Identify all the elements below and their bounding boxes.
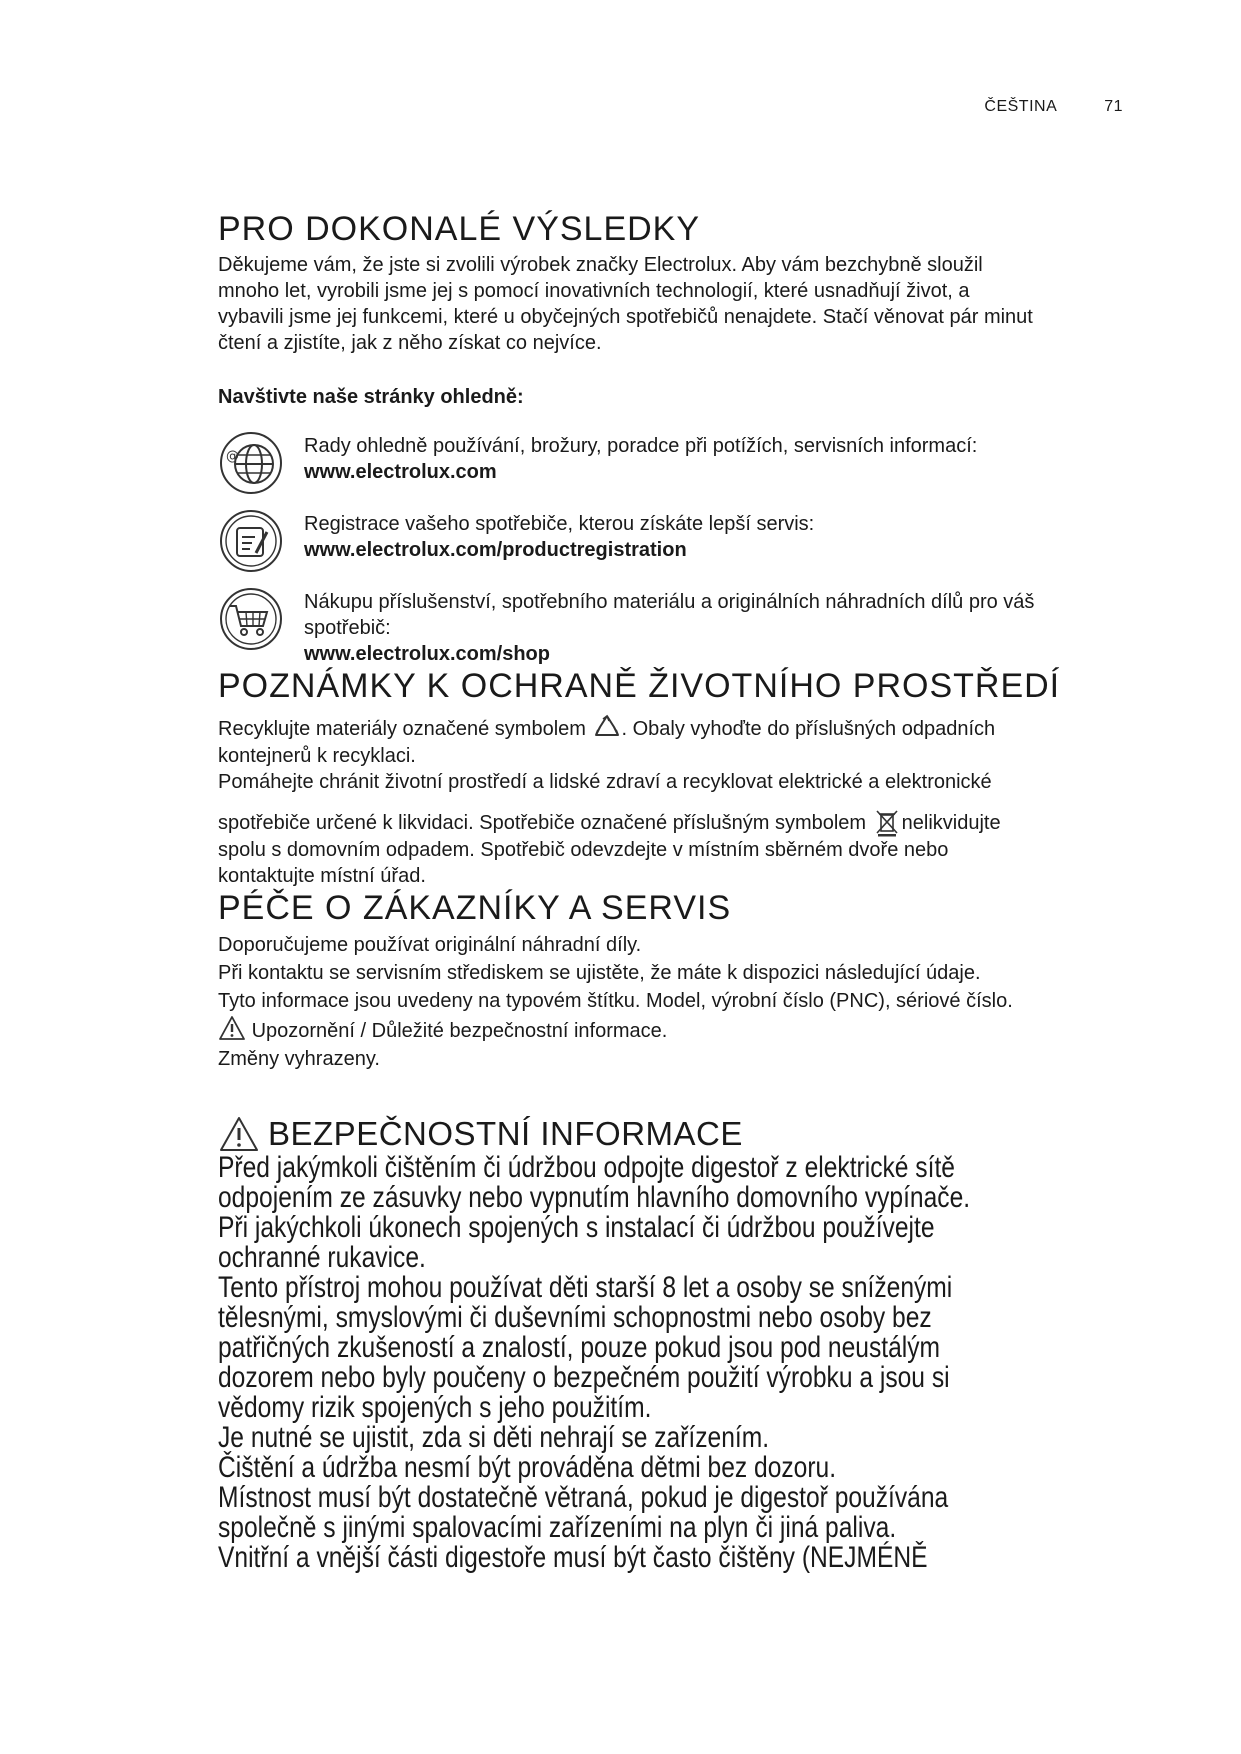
care-line: Tyto informace jsou uvedeny na typovém štítku. Model, výrobní číslo (PNC), sériové číslo. — [218, 990, 1013, 1012]
safety-line: Čištění a údržba nesmí být prováděna dětmi bez dozoru. — [218, 1451, 837, 1484]
safety-line: dozorem nebo byly poučeny o bezpečném použití výrobku a jsou si — [218, 1361, 950, 1394]
svg-text:@: @ — [226, 449, 239, 464]
running-header — [984, 98, 1123, 116]
env-line — [218, 807, 1138, 837]
safety-line: Je nutné se ujistit, zda si děti nehrají se zařízením. — [218, 1421, 770, 1454]
section-title-results: PRO DOKONALÉ VÝSLEDKY — [218, 210, 701, 248]
care-warning-text: Upozornění / Důležité bezpečnostní informace. — [251, 1020, 668, 1042]
safety-line: Vnitřní a vnější části digestoře musí být často čištěny (NEJMÉNĚ — [218, 1541, 928, 1574]
link-url-shop[interactable]: www.electrolux.com/shop — [304, 643, 550, 665]
link-text-registration — [304, 508, 1138, 563]
link-text-shop — [304, 586, 1138, 667]
section-title-care: PÉČE O ZÁKAZNÍKY A SERVIS — [218, 889, 732, 927]
env-text: Recyklujte materiály označené symbolem — [218, 718, 586, 740]
safety-line: tělesnými, smyslovými či duševními schopnostmi nebo osoby bez — [218, 1301, 932, 1334]
intro-line: Děkujeme vám, že jste si zvolili výrobek značky Electrolux. Aby vám bezchybně sloužil — [218, 254, 983, 276]
safety-title-text: BEZPEČNOSTNÍ INFORMACE — [268, 1115, 743, 1152]
safety-line: Při jakýchkoli úkonech spojených s instalací či údržbou používejte — [218, 1211, 935, 1244]
shopping-cart-icon — [218, 586, 284, 652]
link-description: Registrace vašeho spotřebiče, kterou získáte lepší servis: — [304, 513, 815, 535]
header-language: ČEŠTINA — [984, 98, 1058, 115]
safety-paragraph — [218, 1153, 1138, 1573]
page-number: 71 — [1104, 98, 1123, 115]
safety-line: společně s jinými spalovacími zařízeními na plyn či jiná paliva. — [218, 1511, 897, 1544]
warning-icon — [218, 1115, 260, 1153]
care-line: Při kontaktu se servisním střediskem se ujistěte, že máte k dispozici následující údaje. — [218, 962, 981, 984]
safety-line: vědomy rizik spojených s jeho použitím. — [218, 1391, 652, 1424]
recycle-icon — [592, 713, 622, 743]
care-warning-line — [218, 1015, 1138, 1045]
safety-line: ochranné rukavice. — [218, 1241, 426, 1274]
environment-paragraph — [218, 713, 1138, 889]
link-row-shop — [218, 586, 1138, 667]
link-description: Rady ohledně používání, brožury, poradce při potížích, servisních informací: — [304, 435, 978, 457]
safety-line: Tento přístroj mohou používat děti starší 8 let a osoby se sníženými — [218, 1271, 953, 1304]
link-row-registration — [218, 508, 1138, 574]
section-title-safety — [218, 1115, 1138, 1153]
care-line: Změny vyhrazeny. — [218, 1048, 380, 1070]
env-line: spolu s domovním odpadem. Spotřebič odevzdejte v místním sběrném dvoře nebo — [218, 839, 949, 861]
registration-icon — [218, 508, 284, 574]
safety-line: Místnost musí být dostatečně větraná, pokud je digestoř používána — [218, 1481, 949, 1514]
intro-line: čtení a zjistíte, jak z něho získat co nejvíce. — [218, 332, 602, 354]
globe-icon — [218, 430, 284, 496]
link-description: Nákupu příslušenství, spotřebního materiálu a originálních náhradních dílů pro váš — [304, 591, 1035, 613]
crossed-bin-icon — [872, 807, 902, 837]
env-text: spotřebiče určené k likvidaci. Spotřebiče označené příslušným symbolem — [218, 812, 867, 834]
link-url-electrolux[interactable]: www.electrolux.com — [304, 461, 497, 483]
safety-line: Před jakýmkoli čištěním či údržbou odpojte digestoř z elektrické sítě — [218, 1151, 955, 1184]
page-content — [218, 210, 1138, 1573]
intro-line: mnoho let, vyrobili jsme jej s pomocí inovativních technologií, které usnadňují život, a — [218, 280, 970, 302]
link-text-advice — [304, 430, 1138, 485]
link-row-advice — [218, 430, 1138, 496]
safety-line: odpojením ze zásuvky nebo vypnutím hlavního domovního vypínače. — [218, 1181, 971, 1214]
env-line — [218, 713, 1138, 743]
care-line: Doporučujeme používat originální náhradní díly. — [218, 934, 642, 956]
env-line: Pomáhejte chránit životní prostředí a lidské zdraví a recyklovat elektrické a elektronické — [218, 771, 992, 793]
warning-icon — [218, 1015, 246, 1041]
visit-heading: Navštivte naše stránky ohledně: — [218, 386, 524, 408]
env-text: nelikvidujte — [901, 812, 1001, 834]
care-paragraph — [218, 931, 1138, 1073]
section-title-environment: POZNÁMKY K OCHRANĚ ŽIVOTNÍHO PROSTŘEDÍ — [218, 667, 1061, 705]
env-line: kontejnerů k recyklaci. — [218, 745, 416, 767]
intro-line: vybavili jsme jej funkcemi, které u obyčejných spotřebičů nenajdete. Stačí věnovat pár minut — [218, 306, 1033, 328]
env-line: kontaktujte místní úřad. — [218, 865, 426, 887]
link-description: spotřebič: — [304, 617, 391, 639]
intro-paragraph — [218, 252, 1138, 356]
env-text: . Obaly vyhoďte do příslušných odpadních — [621, 718, 996, 740]
link-url-registration[interactable]: www.electrolux.com/productregistration — [304, 539, 687, 561]
safety-line: patřičných zkušeností a znalostí, pouze pokud jsou pod neustálým — [218, 1331, 941, 1364]
